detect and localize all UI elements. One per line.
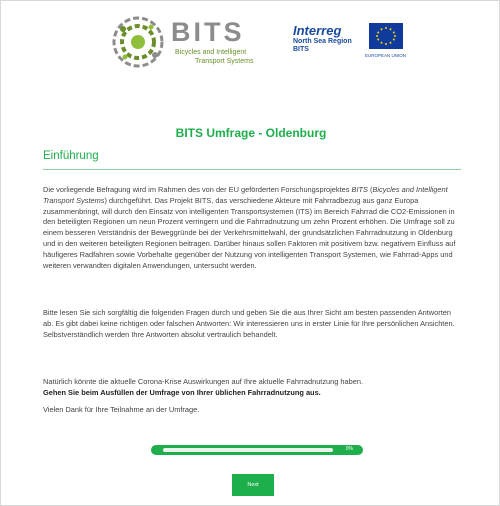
bits-wordmark: BITS (171, 17, 245, 47)
next-button[interactable]: Next (232, 474, 274, 496)
intro-p3-bold: Gehen Sie beim Ausfüllen der Umfrage von Ihrer üblichen Fahrradnutzung aus. (43, 387, 321, 397)
progress-percent: 0% (345, 446, 353, 452)
bits-logo (111, 15, 271, 67)
intro-p1-part1: Die vorliegende Befragung wird im Rahmen des von der EU geförderten Forschungsprojektes (43, 185, 352, 194)
intro-paragraph-2: Bitte lesen Sie sich sorgfältig die folgenden Fragen durch und geben Sie die aus Ihrer Sicht am besten passenden Antworten ab. Es gibt dabei keine richtigen oder falschen Antworten: Wir interessieren uns in erster Linie für Ihre persönlichen Ansichten. Selbstverständlich werden Ihre Antworten absolut vertraulich behandelt. (43, 308, 455, 339)
intro-p1-part3: ) durchgeführt. Das Projekt BITS, das verschiedene Akteure mit Fahrradbezug aus ganz Europa zusammenbringt, will durch den Einsatz von intelligenten Transportsystemen (ITS) im Bereich Fahrrad die CO2-Emissionen in den beteiligten Regionen um neun Prozent verringern und die Fahrradnutzung um zehn Prozent erhöhen. Die Umfrage soll zu einem besseren Verständnis der Beweggründe bei der Verkehrsmittelwahl, der grundsätzlichen Fahrradnutzung in Oldenburg und in den weiteren beteiligten Regionen beitragen. Darüber hinaus sollen Faktoren mit positivem bzw. negativem Einfluss auf häufigeres Radfahren sowie Vorbehalte gegenüber der Nutzung von intelligenten Transport Systemen, wie Fahrrad-Apps und weiteren verwandten digitalen Anwendungen, untersucht werden. (43, 195, 456, 270)
interreg-title: Interreg (293, 23, 342, 38)
section-heading: Einführung (43, 150, 99, 162)
header (1, 1, 500, 73)
interreg-project: BITS (293, 46, 309, 53)
interreg-region: North Sea Region (293, 38, 352, 45)
eu-label: EUROPEAN UNION (365, 53, 407, 58)
survey-title: BITS Umfrage - Oldenburg (175, 126, 327, 140)
interreg-logo (293, 23, 411, 65)
intro-paragraph-4: Vielen Dank für Ihre Teilnahme an der Umfrage. (43, 405, 200, 414)
section-divider (43, 169, 461, 170)
progress-track (163, 448, 333, 452)
progress-bar (151, 445, 363, 455)
intro-p3-normal: Natürlich könnte die aktuelle Corona-Krise Auswirkungen auf Ihre aktuelle Fahrradnutzung haben. (43, 377, 364, 386)
bits-subtitle-line1: Bicycles and Intelligent (175, 49, 247, 56)
intro-paragraph-1 (43, 185, 463, 271)
eu-flag-icon (369, 23, 403, 49)
bicycle-wheel-icon (111, 15, 165, 69)
intro-p1-italic1: BITS (351, 185, 368, 194)
intro-p1-italic2: Bicycles and Intelligent Transport Systems (43, 185, 448, 205)
intro-paragraph-3 (43, 377, 463, 399)
intro-p1-part2: ( (367, 185, 373, 194)
bits-subtitle-line2: Transport Systems (195, 58, 254, 65)
